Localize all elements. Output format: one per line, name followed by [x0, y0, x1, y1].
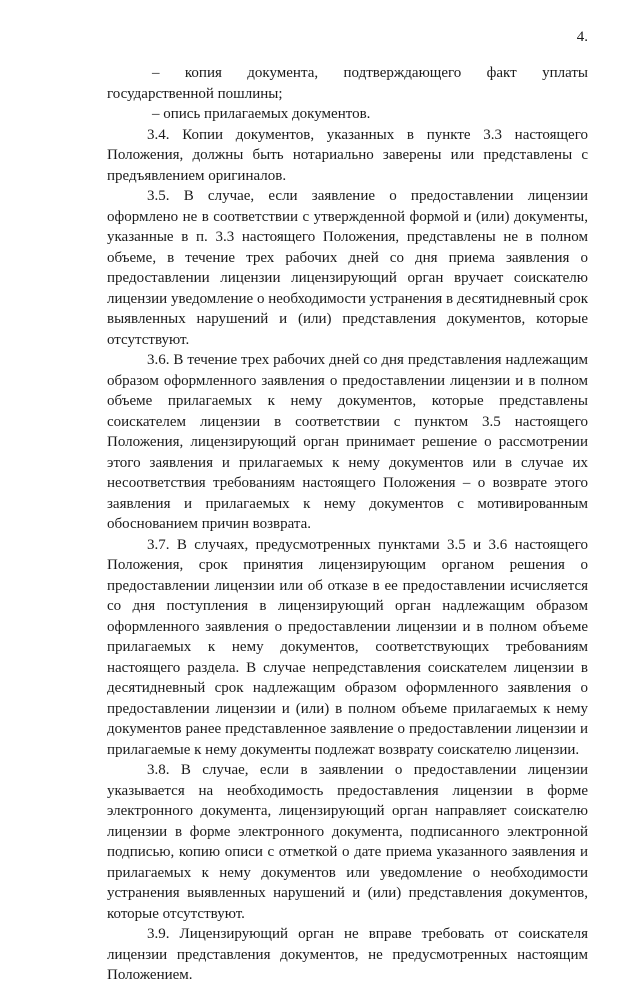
list-item-inventory: – опись прилагаемых документов. [152, 106, 371, 122]
paragraph-3-9: 3.9. Лицензирующий орган не вправе требовать от соискателя лицензии представления документов, не предусмотренных настоящим Положением. [107, 926, 588, 983]
page-number: 4. [576, 29, 588, 45]
list-item-fee-receipt: – копия документа, подтверждающего факт уплаты государственной пошлины; [107, 65, 588, 102]
paragraph-3-6: 3.6. В течение трех рабочих дней со дня представления надлежащим образом оформленного заявления о предоставлении лицензии и в полном объеме прилагаемых к нему документов, которые представлены соискателем лицензии в соответствии с пунктом 3.5 настоящего Положения, лицензирующий орган принимает решение о рассмотрении этого заявления и прилагаемых к нему документов или в случае их несоответствия требованиям настоящего Положения – о возврате этого заявления и прилагаемых к нему документов с мотивированным обоснованием причин возврата. [107, 352, 588, 532]
paragraph-3-7: 3.7. В случаях, предусмотренных пунктами 3.5 и 3.6 настоящего Положения, срок принятия лицензирующим органом решения о предоставлении лицензии или об отказе в ее предоставлении исчисляется со дня поступления в лицензирующий орган надлежащим образом оформленного заявления о предоставлении лицензии и в полном объеме прилагаемых к нему документов, соответствующих требованиям настоящего раздела. В случае непредставления соискателем лицензии в десятидневный срок надлежащим образом оформленного заявления о предоставлении лицензии и (или) в полном объеме прилагаемых к нему документов ранее представленное заявление о предоставлении лицензии и прилагаемые к нему документы подлежат возврату соискателю лицензии. [107, 536, 588, 758]
paragraph-3-4: 3.4. Копии документов, указанных в пункте 3.3 настоящего Положения, должны быть нотариально заверены или представлены с предъявлением оригиналов. [107, 126, 588, 184]
document-body [107, 63, 588, 986]
paragraph-3-8: 3.8. В случае, если в заявлении о предоставлении лицензии указывается на необходимость предоставления лицензии в форме электронного документа, лицензирующий орган направляет соискателю лицензии в форме электронного документа, подписанного электронной подписью, копию описи с отметкой о дате приема указанного заявления и прилагаемых к нему документов или уведомление о необходимости устранения выявленных нарушений и (или) представления документов, которые отсутствуют. [107, 762, 588, 922]
paragraph-3-5: 3.5. В случае, если заявление о предоставлении лицензии оформлено не в соответствии с утвержденной формой и (или) документы, указанные в п. 3.3 настоящего Положения, представлены не в полном объеме, в течение трех рабочих дней со дня приема заявления о предоставлении лицензии лицензирующий орган вручает соискателю лицензии уведомление о необходимости устранения в десятидневный срок выявленных нарушений и (или) представления документов, которые отсутствуют. [107, 188, 588, 348]
